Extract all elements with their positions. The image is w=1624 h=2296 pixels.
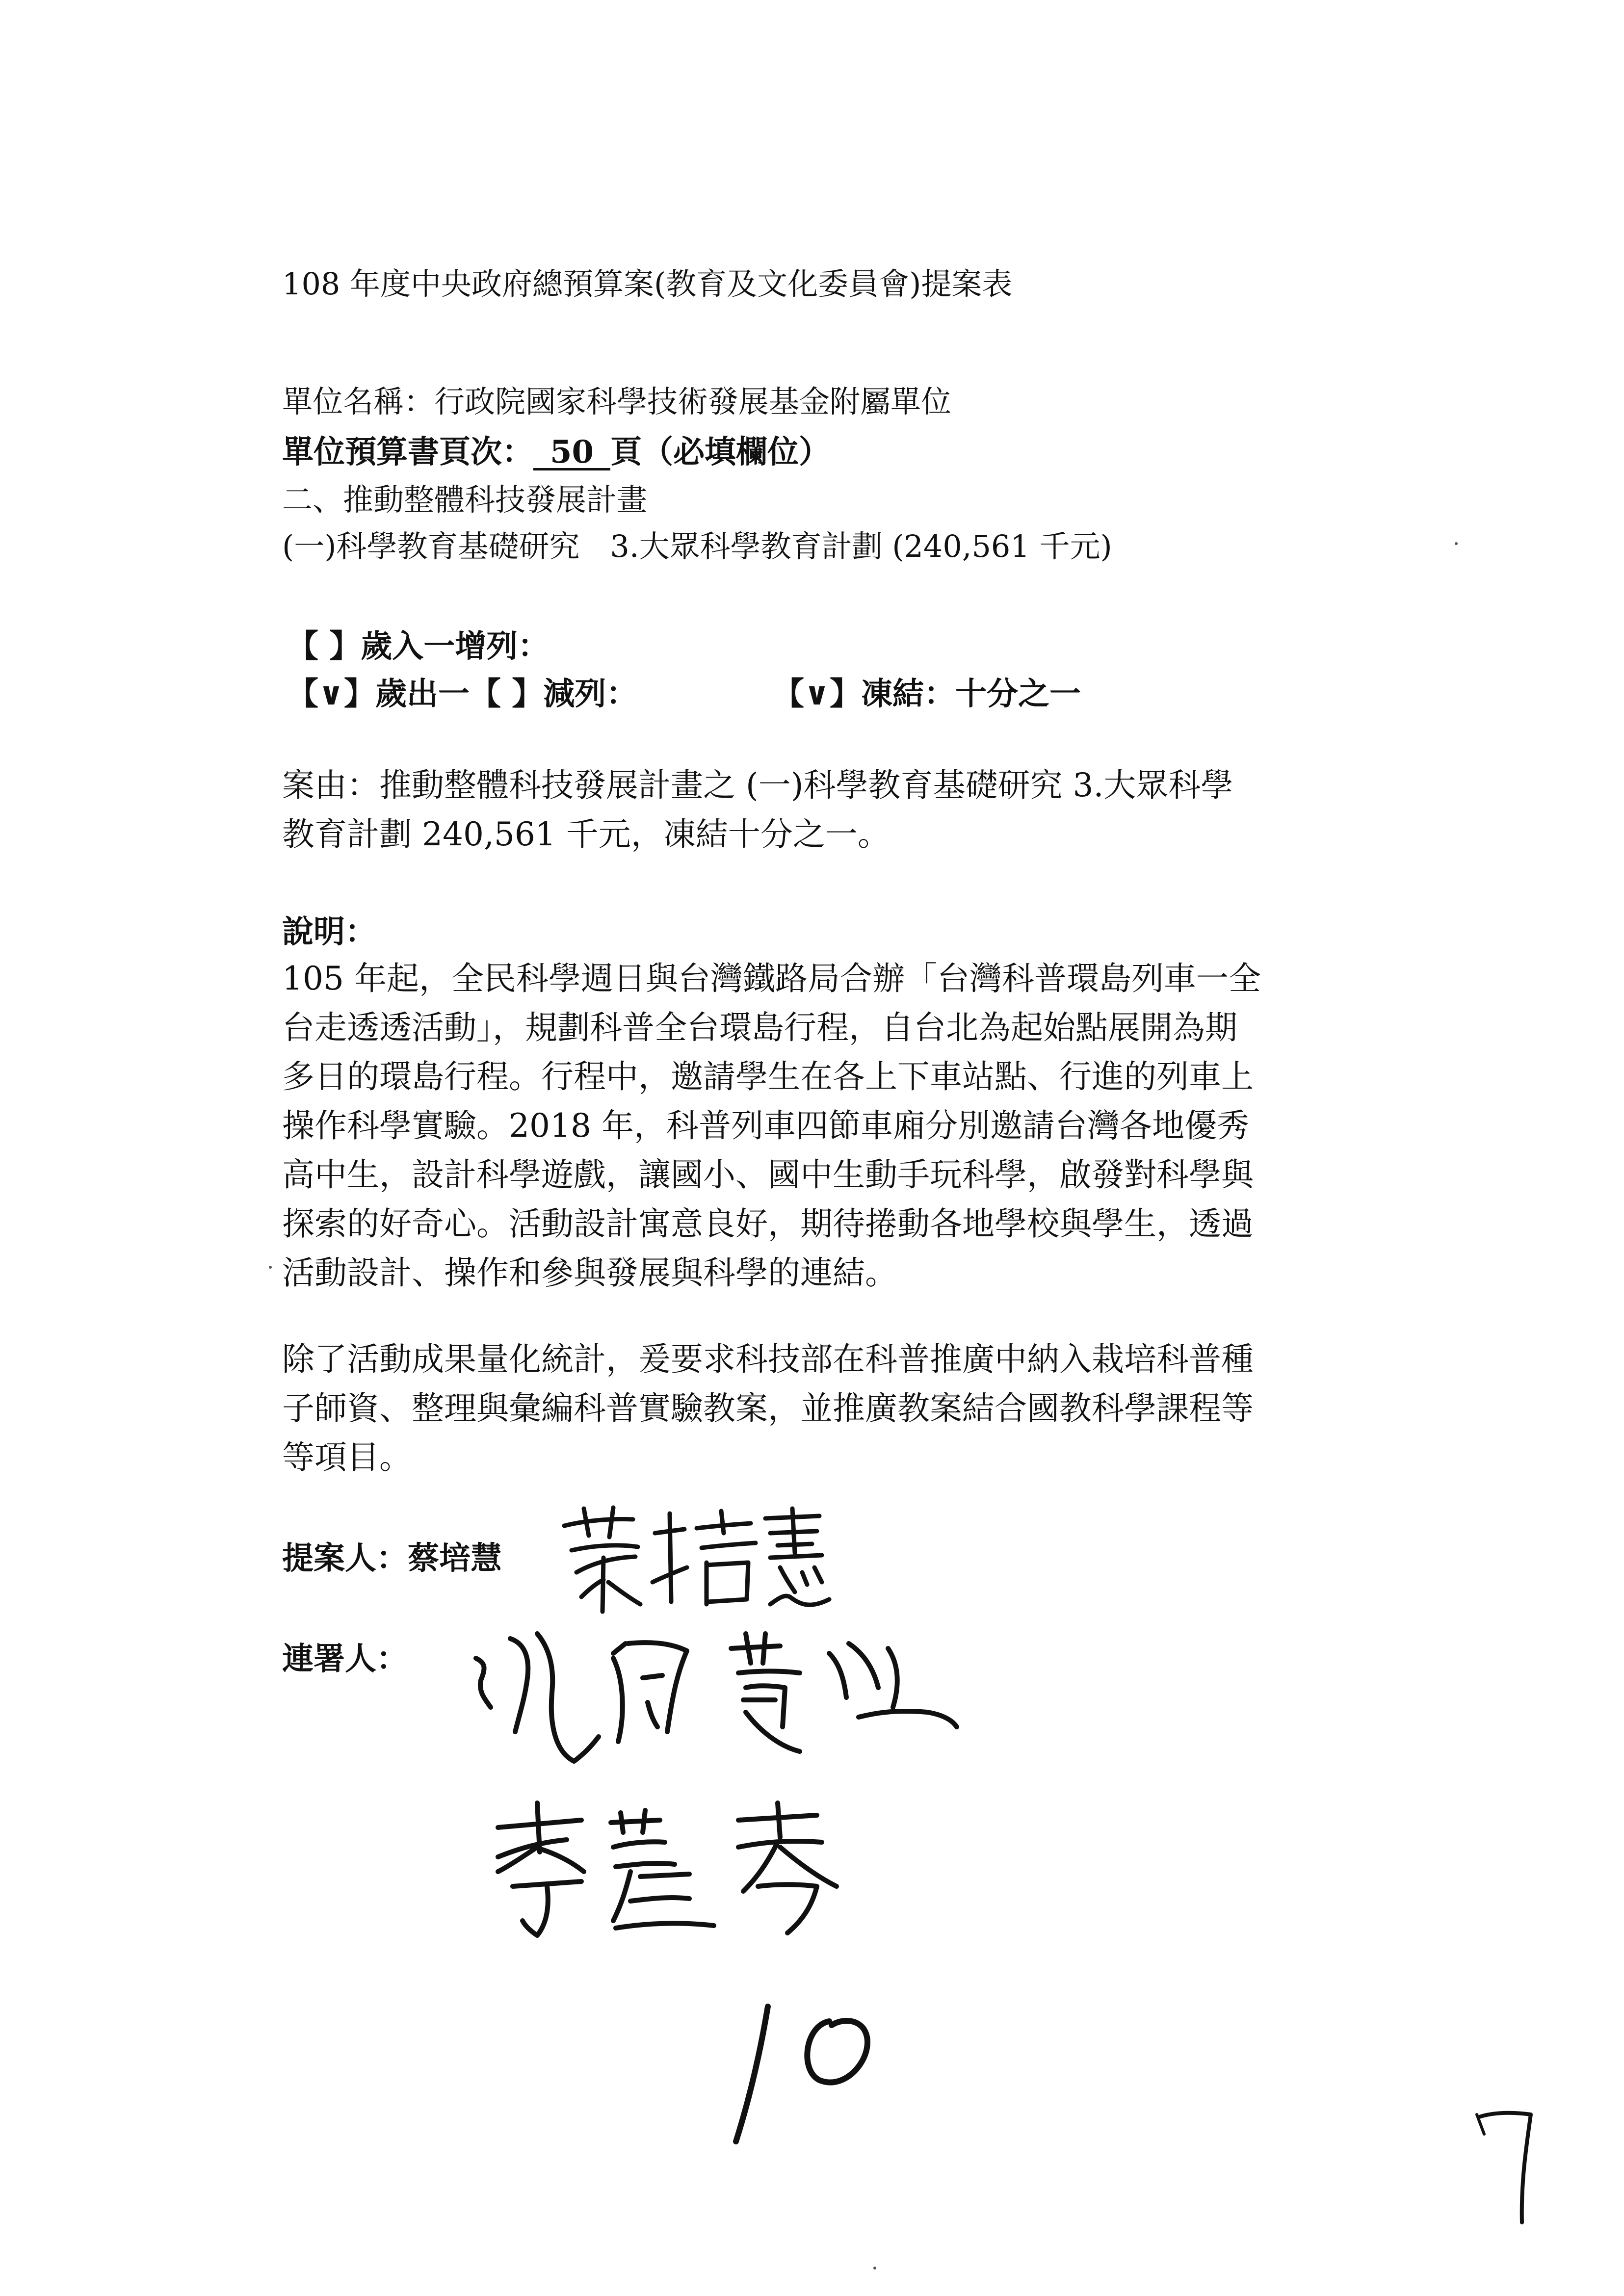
plan-line: 二、推動整體科技發展計畫 bbox=[282, 482, 648, 518]
explanation-line-5: 高中生，設計科學遊戲，讓國小、國中生動手玩科學，啟發對科學與 bbox=[282, 1156, 1254, 1194]
expenditure-option-line: 【∨】歲出一【 】減列： bbox=[287, 676, 638, 712]
cosigner-signature-1 bbox=[456, 1614, 967, 1781]
request-line-1: 除了活動成果量化統計，爰要求科技部在科普推廣中納入栽培科普種 bbox=[282, 1340, 1254, 1378]
request-line-2: 子師資、整理與彙編科普實驗教案，並推廣教案結合國教科學課程等 bbox=[282, 1389, 1254, 1427]
unit-name-line: 單位名稱：行政院國家科學技術發展基金附屬單位 bbox=[282, 384, 952, 419]
page-number-handwritten bbox=[1467, 2100, 1550, 2237]
cosigner-label: 連署人： bbox=[282, 1641, 408, 1677]
cosigner-signature-2 bbox=[483, 1793, 866, 1945]
scan-speck bbox=[269, 1266, 272, 1269]
explanation-line-2: 台走透透活動」，規劃科普全台環島行程，自台北為起始點展開為期 bbox=[282, 1009, 1237, 1046]
explanation-line-7: 活動設計、操作和參與發展與科學的連結。 bbox=[282, 1254, 897, 1292]
budget-page-prefix: 單位預算書頁次： bbox=[282, 434, 533, 470]
explanation-line-6: 探索的好奇心。活動設計寓意良好，期待捲動各地學校與學生，透過 bbox=[282, 1205, 1254, 1243]
scan-speck bbox=[1455, 542, 1458, 545]
explanation-line-1: 105 年起，全民科學週日與台灣鐵路局合辦「台灣科普環島列車一全 bbox=[282, 960, 1261, 997]
proposer-signature bbox=[554, 1499, 839, 1626]
budget-page-number: 50 bbox=[533, 437, 610, 470]
budget-page-line bbox=[282, 434, 831, 470]
request-line-3: 等項目。 bbox=[282, 1438, 412, 1476]
explanation-line-3: 多日的環島行程。行程中，邀請學生在各上下車站點、行進的列車上 bbox=[282, 1058, 1254, 1096]
revenue-option-line: 【 】歲入一增列： bbox=[287, 628, 550, 665]
budget-page-suffix: 頁（必填欄位） bbox=[610, 434, 831, 470]
freeze-option-line: 【∨】凍結：十分之一 bbox=[773, 676, 1081, 712]
proposer-label: 提案人：蔡培慧 bbox=[282, 1540, 502, 1577]
reason-line-2: 教育計劃 240,561 千元，凍結十分之一。 bbox=[282, 815, 890, 853]
document-title: 108 年度中央政府總預算案(教育及文化委員會)提案表 bbox=[282, 266, 1013, 302]
explanation-line-4: 操作科學實驗。2018 年，科普列車四節車廂分別邀請台灣各地優秀 bbox=[282, 1107, 1249, 1145]
item-line: (一)科學教育基礎研究 3.大眾科學教育計劃 (240,561 千元) bbox=[282, 528, 1112, 564]
scan-speck bbox=[873, 2267, 876, 2270]
reason-line-1: 案由：推動整體科技發展計畫之 (一)科學教育基礎研究 3.大眾科學 bbox=[282, 766, 1233, 804]
explanation-heading: 說明： bbox=[282, 913, 376, 950]
handwritten-number bbox=[716, 1992, 893, 2154]
